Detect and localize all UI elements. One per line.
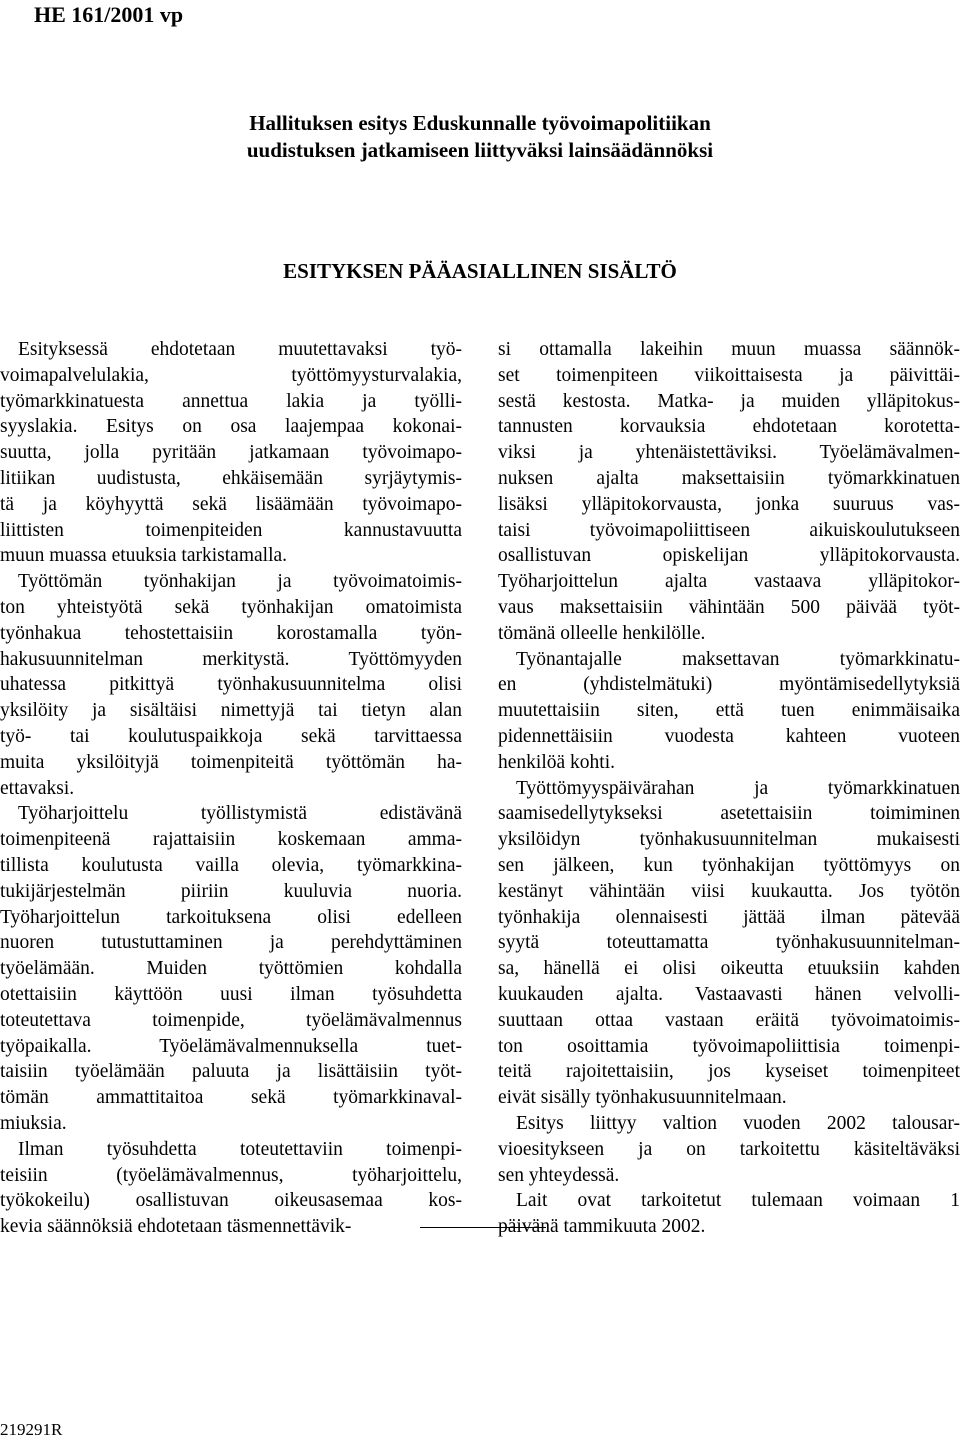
paragraph xyxy=(0,1137,462,1240)
text-line: työpaikalla. Työelämävalmennuksella tuet- xyxy=(0,1035,462,1057)
right-text-column xyxy=(498,337,960,1240)
text-line: ton osoittamia työvoimapoliittisia toimenpi- xyxy=(498,1035,960,1057)
text-line: muun muassa etuuksia tarkistamalla. xyxy=(0,545,288,567)
paragraph xyxy=(498,337,960,647)
text-line: eivät sisälly työnhakusuunnitelmaan. xyxy=(498,1087,787,1109)
text-line: päivänä tammikuuta 2002. xyxy=(498,1216,706,1238)
text-line: Lait ovat tarkoitetut tulemaan voimaan 1 xyxy=(516,1190,960,1212)
text-line: tömänä olleelle henkilölle. xyxy=(498,622,706,644)
text-line: miuksia. xyxy=(0,1112,67,1134)
text-line: toteutettava toimenpide, työelämävalmennus xyxy=(0,1009,462,1031)
text-line: liittisten toimenpiteiden kannustavuutta xyxy=(0,519,462,541)
text-line: tukijärjestelmän piiriin kuuluvia nuoria. xyxy=(0,880,462,902)
text-line: vioesitykseen ja on tarkoitettu käsiteltäväksi xyxy=(498,1138,960,1160)
paragraph xyxy=(498,776,960,1111)
paragraph xyxy=(498,647,960,776)
section-title: ESITYKSEN PÄÄASIALLINEN SISÄLTÖ xyxy=(283,259,677,283)
text-line: tömän ammattitaitoa sekä työmarkkinaval- xyxy=(0,1087,462,1109)
text-line: nuksen ajalta maksettaisiin työmarkkinatuen xyxy=(498,467,960,489)
text-line: muutettaisiin siten, että tuen enimmäisaika xyxy=(498,700,960,722)
text-line: kuukauden ajalta. Vastaavasti hänen velvolli- xyxy=(498,983,960,1005)
text-line: sen yhteydessä. xyxy=(498,1164,620,1186)
text-line: hakusuunnitelman merkitystä. Työttömyyden xyxy=(0,648,462,670)
text-line: Esitys liittyy valtion vuoden 2002 talousar- xyxy=(516,1112,960,1134)
text-line: osallistuvan opiskelijan ylläpitokorvausta. xyxy=(498,545,960,567)
text-line: Esityksessä ehdotetaan muutettavaksi työ- xyxy=(18,339,462,360)
text-line: Ilman työsuhdetta toteutettaviin toimenpi- xyxy=(18,1138,462,1160)
text-line: set toimenpiteen viikoittaisesta ja päivittäi- xyxy=(498,364,960,386)
text-line: työelämään. Muiden työttömien kohdalla xyxy=(0,958,462,980)
text-line: voimapalvelulakia, työttömyysturvalakia, xyxy=(0,364,462,386)
text-line: uhatessa pitkittyä työnhakusuunnitelma olisi xyxy=(0,674,462,696)
paragraph xyxy=(0,569,462,801)
paragraph xyxy=(0,801,462,1136)
text-line: en (yhdistelmätuki) myöntämisedellytyksiä xyxy=(498,674,960,696)
document-id: HE 161/2001 vp xyxy=(34,2,184,27)
text-line: sa, hänellä ei olisi oikeutta etuuksiin kahden xyxy=(498,958,960,980)
text-line: otettaisiin käyttöön uusi ilman työsuhdetta xyxy=(0,983,462,1005)
text-line: työ- tai koulutuspaikkoja sekä tarvittaessa xyxy=(0,725,462,747)
text-line: Työharjoittelun tarkoituksena olisi edelleen xyxy=(0,906,462,928)
end-separator-rule xyxy=(420,1227,546,1228)
text-line: kevia säännöksiä ehdotetaan täsmennettävik- xyxy=(0,1216,352,1238)
text-line: lisäksi ylläpitokorvausta, jonka suuruus vas- xyxy=(498,493,960,515)
bill-title xyxy=(0,110,960,164)
print-code: 219291R xyxy=(0,1420,63,1439)
text-line: työmarkkinatuesta annettua lakia ja työlli- xyxy=(0,390,462,412)
text-line: saamisedellytykseksi asetettaisiin toimiminen xyxy=(498,803,960,825)
text-line: sestä kestosta. Matka- ja muiden ylläpitokus- xyxy=(498,390,960,412)
text-line: suutta, jolla pyritään jatkamaan työvoimapo- xyxy=(0,442,462,464)
text-line: vaus maksettaisiin vähintään 500 päivää työt- xyxy=(498,596,960,618)
text-line: teisiin (työelämävalmennus, työharjoittelu, xyxy=(0,1164,462,1186)
text-line: muita yksilöityjä toimenpiteitä työttömän ha- xyxy=(0,751,462,773)
text-line: yksilöidyn työnhakusuunnitelman mukaisesti xyxy=(498,829,960,851)
paragraph xyxy=(498,1111,960,1188)
text-line: tä ja köyhyyttä sekä lisäämään työvoimapo- xyxy=(0,493,462,515)
text-line: sen jälkeen, kun työnhakijan työttömyys on xyxy=(498,854,960,876)
text-line: henkilöä kohti. xyxy=(498,751,615,773)
text-line: Työharjoittelun ajalta vastaava ylläpitokor- xyxy=(498,571,960,593)
text-line: työkokeilu) osallistuvan oikeusasemaa kos- xyxy=(0,1190,462,1212)
text-line: si ottamalla lakeihin muun muassa säännök- xyxy=(498,339,960,360)
text-line: viksi ja yhtenäistettäviksi. Työelämävalmen- xyxy=(498,442,960,464)
text-line: teitä rajoitettaisiin, jos kyseiset toimenpiteet xyxy=(498,1061,960,1083)
text-line: ettavaksi. xyxy=(0,777,75,799)
text-line: pidennettäisiin vuodesta kahteen vuoteen xyxy=(498,725,960,747)
text-line: nuoren tutustuttaminen ja perehdyttäminen xyxy=(0,932,462,954)
left-text-column xyxy=(0,337,462,1240)
text-line: työnhakija olennaisesti jättää ilman pätevää xyxy=(498,906,960,928)
text-line: suuttaan ottaa vastaan eräitä työvoimatoimis- xyxy=(498,1009,960,1031)
text-line: ton yhteistyötä sekä työnhakijan omatoimista xyxy=(0,596,462,618)
text-line: Työttömyyspäivärahan ja työmarkkinatuen xyxy=(516,777,960,799)
text-line: Työttömän työnhakijan ja työvoimatoimis- xyxy=(18,571,462,593)
bill-title-line: uudistuksen jatkamiseen liittyväksi lainsäädännöksi xyxy=(246,138,714,162)
text-line: yksilöity ja sisältäisi nimettyjä tai tietyn alan xyxy=(0,700,462,722)
text-line: taisiin työelämään paluuta ja lisättäisiin työt- xyxy=(0,1061,462,1083)
paragraph xyxy=(498,1188,960,1240)
paragraph xyxy=(0,337,462,569)
text-line: kestänyt vähintään viisi kuukautta. Jos työtön xyxy=(498,880,960,902)
text-line: Työharjoittelu työllistymistä edistävänä xyxy=(18,803,462,825)
text-line: syyslakia. Esitys on osa laajempaa kokonai- xyxy=(0,416,462,438)
text-line: syytä toteuttamatta työnhakusuunnitelman- xyxy=(498,932,960,954)
text-line: tannusten korvauksia ehdotetaan korotetta- xyxy=(498,416,960,438)
text-line: työnhakua tehostettaisiin korostamalla työn- xyxy=(0,622,462,644)
text-line: litiikan uudistusta, ehkäisemään syrjäytymis- xyxy=(0,467,462,489)
text-line: toimenpiteenä rajattaisiin koskemaan amma- xyxy=(0,829,462,851)
text-line: taisi työvoimapoliittiseen aikuiskoulutukseen xyxy=(498,519,960,541)
text-line: tillista koulutusta vailla olevia, työmarkkina- xyxy=(0,854,462,876)
text-line: Työnantajalle maksettavan työmarkkinatu- xyxy=(516,648,960,670)
bill-title-line: Hallituksen esitys Eduskunnalle työvoimapolitiikan xyxy=(249,111,711,135)
